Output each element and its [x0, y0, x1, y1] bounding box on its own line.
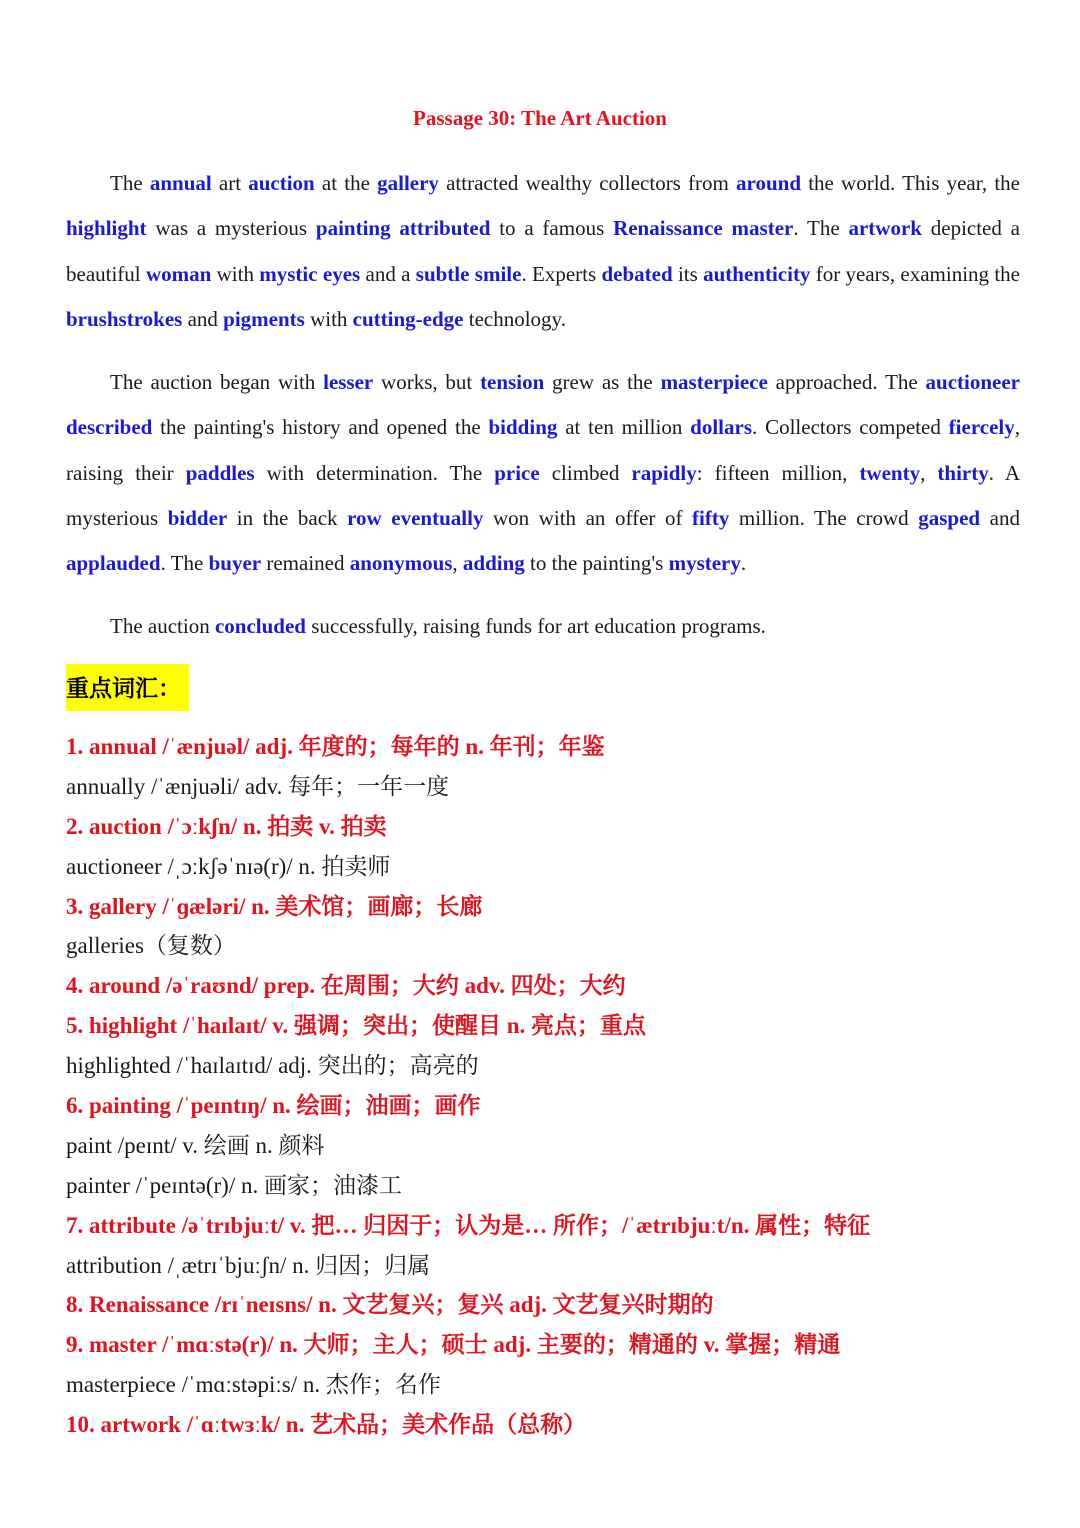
- keyword: bidder: [167, 505, 228, 530]
- keyword: rapidly: [631, 460, 697, 485]
- passage-text: at the: [314, 171, 378, 195]
- vocab-entry: 10. artwork /ˈɑːtwɜːk/ n. 艺术品；美术作品（总称）: [66, 1412, 587, 1438]
- passage-text: remained: [261, 551, 350, 576]
- keyword: attributed: [399, 216, 491, 241]
- passage-text: to the painting's: [524, 551, 669, 576]
- keyword: described: [66, 415, 153, 440]
- keyword: painting: [315, 216, 391, 241]
- passage-text: ,: [452, 551, 463, 576]
- vocab-derivative: highlighted /ˈhaɪlaɪtɪd/ adj. 突出的；高亮的: [66, 1053, 479, 1079]
- passage-text: and a: [360, 261, 416, 286]
- keyword: mystery: [668, 551, 741, 576]
- passage-text: approached. The: [767, 370, 926, 394]
- keyword: fifty: [692, 505, 730, 530]
- passage-title: Passage 30: The Art Auction: [413, 106, 667, 130]
- vocab-entry: 5. highlight /ˈhaɪlaɪt/ v. 强调；突出；使醒目 n. 亮点；重点: [66, 1013, 646, 1039]
- keyword: paddles: [185, 460, 255, 485]
- passage-text: the painting's history and opened the: [152, 415, 489, 440]
- passage-text: The auction began with: [110, 370, 324, 394]
- vocab-list: [66, 727, 1066, 1445]
- passage-text: for years, examining the: [810, 261, 1021, 286]
- keyword: eventually: [391, 505, 484, 530]
- passage-text: at ten million: [557, 415, 691, 440]
- keyword: annual: [149, 171, 212, 195]
- passage-text: .: [740, 551, 747, 576]
- passage-text: depicted a beautiful: [66, 216, 1020, 286]
- keyword: highlight: [66, 216, 147, 241]
- vocab-entry: 8. Renaissance /rɪˈneɪsns/ n. 文艺复兴；复兴 adj. 文艺复兴时期的: [66, 1292, 714, 1318]
- passage-text: attracted wealthy collectors from: [438, 171, 737, 195]
- keyword: subtle: [415, 261, 470, 286]
- keyword: buyer: [208, 551, 262, 576]
- keyword: tension: [480, 370, 545, 394]
- keyword: around: [736, 171, 802, 195]
- vocab-derivative: painter /ˈpeɪntə(r)/ n. 画家；油漆工: [66, 1172, 402, 1198]
- vocab-derivative: attribution /ˌætrɪˈbjuːʃn/ n. 归因；归属: [66, 1252, 431, 1278]
- vocab-entry: 3. gallery /ˈɡæləri/ n. 美术馆；画廊；长廊: [66, 893, 483, 919]
- vocab-derivative: galleries（复数）: [66, 933, 236, 959]
- passage-text: The: [110, 171, 150, 195]
- keyword: mystic: [259, 261, 318, 286]
- keyword: woman: [145, 261, 212, 286]
- keyword: authenticity: [703, 261, 811, 286]
- keyword: price: [494, 460, 540, 485]
- passage-text: ,: [920, 460, 938, 485]
- passage-text: climbed: [539, 460, 632, 485]
- passage-text: The auction: [110, 614, 215, 638]
- keyword: lesser: [323, 370, 374, 394]
- passage-text: . Collectors competed: [752, 415, 949, 440]
- vocab-derivative: masterpiece /ˈmɑːstəpiːs/ n. 杰作；名作: [66, 1372, 441, 1398]
- keyword: master: [731, 216, 794, 241]
- keyword: auctioneer: [925, 370, 1021, 394]
- keyword: masterpiece: [660, 370, 768, 394]
- vocab-entry: 9. master /ˈmɑːstə(r)/ n. 大师；主人；硕士 adj. 主要的；精通的 v. 掌握；精通: [66, 1332, 841, 1358]
- vocab-entry: 4. around /əˈraʊnd/ prep. 在周围；大约 adv. 四处；大约: [66, 973, 626, 999]
- keyword: concluded: [214, 614, 306, 638]
- passage-text: and: [182, 306, 224, 331]
- passage-text: with determination. The: [254, 460, 495, 485]
- passage-text: successfully, raising funds for art education programs.: [305, 614, 766, 638]
- passage-text: . Experts: [521, 261, 602, 286]
- passage-text: [723, 216, 732, 240]
- keyword: bidding: [488, 415, 558, 440]
- vocab-entry: 7. attribute /əˈtrɪbjuːt/ v. 把… 归因于；认为是… 所作；/ˈætrɪbjuːt/n. 属性；特征: [66, 1212, 871, 1238]
- passage-text: and: [980, 505, 1020, 530]
- keyword: Renaissance: [613, 216, 723, 241]
- keyword: cutting-edge: [352, 306, 464, 331]
- passage-paragraph-1: [66, 161, 1020, 342]
- passage-text: was a mysterious: [146, 216, 316, 241]
- passage-text: with: [211, 261, 260, 286]
- keyword: gasped: [918, 505, 981, 530]
- vocab-entry: 2. auction /ˈɔːkʃn/ n. 拍卖 v. 拍卖: [66, 813, 387, 839]
- vocab-entry: 1. annual /ˈænjuəl/ adj. 年度的；每年的 n. 年刊；年鉴: [66, 734, 605, 759]
- passage-text: its: [672, 261, 704, 286]
- keyword: adding: [462, 551, 525, 576]
- passage-text: in the back: [227, 505, 348, 530]
- keyword: smile: [474, 261, 522, 286]
- keyword: artwork: [848, 216, 922, 241]
- passage-text: the world. This year, the: [801, 171, 1020, 195]
- passage-text: works, but: [373, 370, 481, 394]
- passage-text: grew as the: [544, 370, 661, 394]
- passage-text: . A mysterious: [66, 460, 1021, 530]
- passage-text: million. The crowd: [729, 505, 919, 530]
- keyword: fiercely: [948, 415, 1015, 440]
- passage-text: [382, 506, 392, 530]
- passage-text: : fifteen million,: [696, 460, 860, 485]
- vocab-entry: 6. painting /ˈpeɪntɪŋ/ n. 绘画；油画；画作: [66, 1093, 481, 1119]
- passage-text: with: [304, 306, 353, 331]
- keyword: dollars: [690, 415, 752, 440]
- passage-paragraph-3: [66, 604, 1020, 649]
- keyword: eyes: [322, 261, 361, 286]
- passage-text: won with an offer of: [483, 505, 693, 530]
- keyword: auction: [248, 171, 315, 195]
- passage-text: art: [211, 171, 249, 195]
- keyword: debated: [601, 261, 673, 286]
- passage-text: . The: [160, 551, 209, 576]
- passage-text: , raising their: [66, 415, 1020, 485]
- keyword: anonymous: [349, 551, 453, 576]
- vocab-derivative: auctioneer /ˌɔːkʃəˈnɪə(r)/ n. 拍卖师: [66, 853, 391, 879]
- vocab-derivative: annually /ˈænjuəli/ adv. 每年；一年一度: [66, 773, 450, 799]
- passage-text: technology.: [463, 306, 566, 331]
- keyword: gallery: [377, 171, 439, 195]
- keyword: brushstrokes: [66, 306, 183, 331]
- keyword: applauded: [66, 551, 161, 576]
- passage-text: to a famous: [490, 216, 614, 241]
- keyword: pigments: [223, 306, 305, 331]
- passage-text: . The: [793, 216, 849, 241]
- vocab-heading: 重点词汇：: [66, 664, 189, 711]
- keyword: row: [347, 505, 382, 530]
- vocab-derivative: paint /peɪnt/ v. 绘画 n. 颜料: [66, 1132, 325, 1158]
- keyword: thirty: [937, 460, 989, 485]
- passage-paragraph-2: [66, 360, 1020, 586]
- keyword: twenty: [859, 460, 921, 485]
